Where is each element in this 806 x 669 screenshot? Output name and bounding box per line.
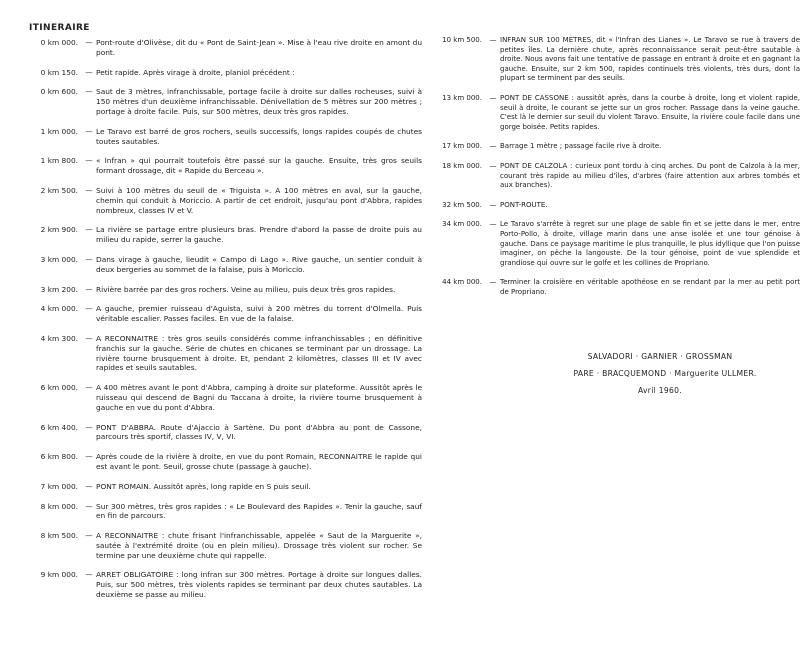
itinerary-entry (430, 36, 800, 84)
itinerary-entry (22, 482, 422, 492)
entry-distance: 1 km 800. (40, 156, 78, 166)
entry-dash: — (489, 278, 497, 287)
entry-text: Petit rapide. Après virage à droite, planiol précédent : (96, 67, 295, 77)
entry-distance: 9 km 000. (40, 570, 78, 580)
entry-dash: — (85, 126, 93, 136)
entry-dash: — (85, 481, 93, 491)
entry-text: Dans virage à gauche, lieudit « Campo di Lago ». Rive gauche, un sentier conduit à deux bergeries au sommet de la falaise, puis à Moriccio. (96, 254, 422, 274)
entry-distance: 6 km 400. (40, 422, 78, 432)
entry-distance: 8 km 500. (40, 531, 78, 541)
entry-dash: — (489, 161, 497, 170)
entry-dash: — (85, 67, 93, 77)
signature-date: Avril 1960. (637, 386, 683, 395)
entry-distance: 6 km 800. (40, 452, 78, 462)
left-column (22, 38, 422, 610)
itinerary-entry (22, 502, 422, 522)
entry-dash: — (85, 333, 93, 343)
entry-dash: — (85, 156, 93, 166)
entry-dash: — (85, 501, 93, 511)
entry-dash: — (85, 225, 93, 235)
entry-dash: — (85, 383, 93, 393)
entry-dash: — (85, 284, 93, 294)
entry-distance: 8 km 000. (40, 501, 78, 511)
entry-dash: — (85, 531, 93, 541)
itinerary-entry (22, 87, 422, 116)
itinerary-entry (430, 201, 800, 211)
entry-text: A gauche, premier ruisseau d'Aguista, suivi à 200 mètres du torrent d'Olmella. Puis véritable escalier. Passes faciles. En vue de la falaise. (96, 304, 422, 324)
itinerary-entry (22, 255, 422, 275)
entry-distance: 0 km 150. (40, 67, 78, 77)
entry-dash: — (489, 142, 497, 151)
itinerary-entry (22, 304, 422, 324)
itinerary-entry (430, 162, 800, 191)
entry-text: A RECONNAITRE : très gros seuils considérés comme infranchissables ; en définitive franchis sur la gauche. Série de chutes en chicanes se terminant par un drossage. La rivière tourne brusquement à droite. Et, pendant 2 kilomètres, classes III et IV avec rapides et seuils sautables. (96, 333, 422, 373)
entry-dash: — (489, 36, 497, 44)
entry-distance: 4 km 300. (40, 333, 78, 343)
itinerary-entry (22, 225, 422, 245)
entry-distance: 0 km 000. (40, 38, 78, 47)
entry-distance: 3 km 000. (40, 254, 78, 264)
entry-dash: — (489, 220, 497, 229)
entry-text: Pont-route d'Olivèse, dit du « Pont de Saint-Jean ». Mise à l'eau rive droite en amont du pont. (96, 38, 422, 57)
entry-distance: 34 km 000. (442, 220, 482, 229)
itinerary-entry (22, 285, 422, 295)
entry-dash: — (489, 93, 497, 102)
entry-distance: 13 km 000. (442, 93, 482, 102)
entry-distance: 7 km 000. (40, 481, 78, 491)
entry-distance: 44 km 000. (442, 278, 482, 287)
entry-text: Saut de 3 mètres, infranchissable, portage facile à droite sur dalles rocheuses, suivi à 150 mètres d'un deuxième infranchissable. Dénivellation de 5 mètres sur 200 mètres ; portage à droite facile. Puis, sur 500 mètres, deux très gros rapides. (96, 87, 422, 116)
entry-text: A 400 mètres avant le pont d'Abbra, camping à droite sur plateforme. Aussitôt après le ruisseau qui descend de Bagni du Taccana à droite, la rivière tourne brusquement à gauche en vue du pont d'Abbra. (96, 383, 422, 412)
entry-text: Suivi à 100 mètres du seuil de « Triguista ». A 100 mètres en aval, sur la gauche, chemin qui conduit à Moriccio. A partir de cet endroit, jusqu'au pont d'Abbra, rapides nombreux, classes IV et V. (96, 185, 422, 215)
itinerary-entry (22, 156, 422, 176)
entry-distance: 2 km 500. (40, 185, 78, 195)
entry-text: PONT ROMAIN. Aussitôt après, long rapide en S puis seuil. (96, 481, 311, 491)
entry-dash: — (85, 570, 93, 580)
itinerary-entry (22, 531, 422, 560)
entry-dash: — (85, 452, 93, 462)
entry-text: Le Taravo est barré de gros rochers, seuils successifs, longs rapides coupés de chutes toutes sautables. (96, 126, 422, 146)
signature-names-1: SALVADORI · GARNIER · GROSSMAN (587, 352, 733, 361)
itinerary-entry (22, 186, 422, 215)
itinerary-entry (22, 570, 422, 599)
itinerary-entry (430, 220, 800, 268)
entry-distance: 4 km 000. (40, 304, 78, 314)
entry-dash: — (85, 185, 93, 195)
entry-text: La rivière se partage entre plusieurs bras. Prendre d'abord la passe de droite puis au milieu du rapide, serrer la gauche. (96, 225, 422, 245)
itinerary-entry (430, 94, 800, 132)
itinerary-entry (22, 423, 422, 443)
entry-text: Rivière barrée par des gros rochers. Veine au milieu, puis deux très gros rapides. (96, 284, 396, 294)
entry-text: « Infran » qui pourrait toutefois être passé sur la gauche. Ensuite, très gros seuils formant drossage, dit « Rapide du Berceau ». (96, 156, 422, 176)
itinerary-entry (22, 334, 422, 373)
itinerary-entry (22, 68, 422, 78)
entry-text: Terminer la croisière en véritable apothéose en se rendant par la mer au petit port de Propriano. (500, 278, 800, 296)
entry-text: PONT DE CALZOLA : curieux pont tordu à cinq arches. Du pont de Calzola à la mer, courant très rapide au milieu d'îles, d'arbres (faire attention aux arbres tombés et aux branches). (500, 161, 800, 190)
entry-text: INFRAN SUR 100 MÈTRES, dit « l'Infran des Lianes ». Le Taravo se rue à travers de petites îles. La dernière chute, après reconnaissance serait peut-être sautable à droite. Nous avons fait une tentative de passage en entrant à droite et en gagnant la gauche. Ensuite, sur 2 km 500, rapides continuels très violents, très durs, dont la plupart se terminent par des seuils. (500, 36, 800, 83)
entry-text: PONT D'ABBRA. Route d'Ajaccio à Sartène. Du pont d'Abbra au pont de Cassone, parcours très sportif, classes IV, V, VI. (96, 422, 422, 442)
itinerary-entry (22, 127, 422, 147)
entry-distance: 2 km 900. (40, 225, 78, 235)
entry-text: PONT-ROUTE. (500, 200, 548, 209)
entry-text: Le Taravo s'arrête à regret sur une plage de sable fin et se jette dans le mer, entre Porto-Pollo, à droite, village marin dans une anse isolée et une tour génoise à gauche. Dans ce paysage maritime le plus tranquille, le plus idyllique que l'on puisse imaginer, on pêche la langouste. De la tour génoise, point de vue splendide et grandiose qui ouvre sur le golfe et les collines de Propriano. (500, 220, 800, 267)
itinerary-entry (430, 278, 800, 297)
entry-text: Barrage 1 mètre ; passage facile rive à droite. (500, 142, 662, 151)
itinerary-entry (22, 38, 422, 58)
entry-dash: — (85, 87, 93, 97)
entry-distance: 18 km 000. (442, 161, 482, 170)
entry-dash: — (85, 254, 93, 264)
entry-text: Sur 300 mètres, très gros rapides : « Le Boulevard des Rapides ». Tenir la gauche, sauf en fin de parcours. (96, 501, 422, 521)
entry-dash: — (489, 200, 497, 209)
entry-distance: 32 km 500. (442, 200, 482, 209)
entry-distance: 1 km 000. (40, 126, 78, 136)
section-heading: ITINERAIRE (29, 23, 90, 33)
entry-dash: — (85, 38, 93, 47)
itinerary-entry (430, 142, 800, 152)
entry-dash: — (85, 422, 93, 432)
entry-distance: 3 km 200. (40, 284, 78, 294)
entry-text: PONT DE CASSONE : aussitôt après, dans la courbe à droite, long et violent rapide, seuil à droite, le courant se jette sur un gros rocher. Passage dans la veine gauche. C'est là le dernier sur seuil du violent Taravo. Ensuite, la rivière coule facile dans une gorge boisée. Petits rapides. (500, 93, 800, 131)
entry-text: A RECONNAITRE : chute frisant l'infranchissable, appelée « Saut de la Marguerite », sautée à l'extrémité droite (ou en plein milieu). Drossage très violent sur rocher. Se termine par une deuxième chute qui rappelle. (96, 531, 422, 560)
entry-distance: 0 km 600. (40, 87, 78, 97)
entry-distance: 10 km 500. (442, 36, 482, 44)
entry-distance: 17 km 000. (442, 142, 482, 151)
itinerary-entry (22, 452, 422, 472)
signature-names-2: PARE · BRACQUEMOND · Marguerite ULLMER. (573, 369, 757, 378)
entry-dash: — (85, 304, 93, 314)
entry-distance: 6 km 000. (40, 383, 78, 393)
itinerary-entry (22, 383, 422, 412)
entry-text: ARRET OBLIGATOIRE : long infran sur 300 mètres. Portage à droite sur longues dalles. Puis, sur 500 mètres, très violents rapides se terminant par deux chutes sautables. La deuxième se passe au milieu. (96, 570, 422, 600)
right-column (430, 36, 800, 307)
entry-text: Après coude de la rivière à droite, en vue du pont Romain, RECONNAITRE le rapide qui est avant le pont. Seuil, grosse chute (passage à gauche). (96, 452, 422, 471)
